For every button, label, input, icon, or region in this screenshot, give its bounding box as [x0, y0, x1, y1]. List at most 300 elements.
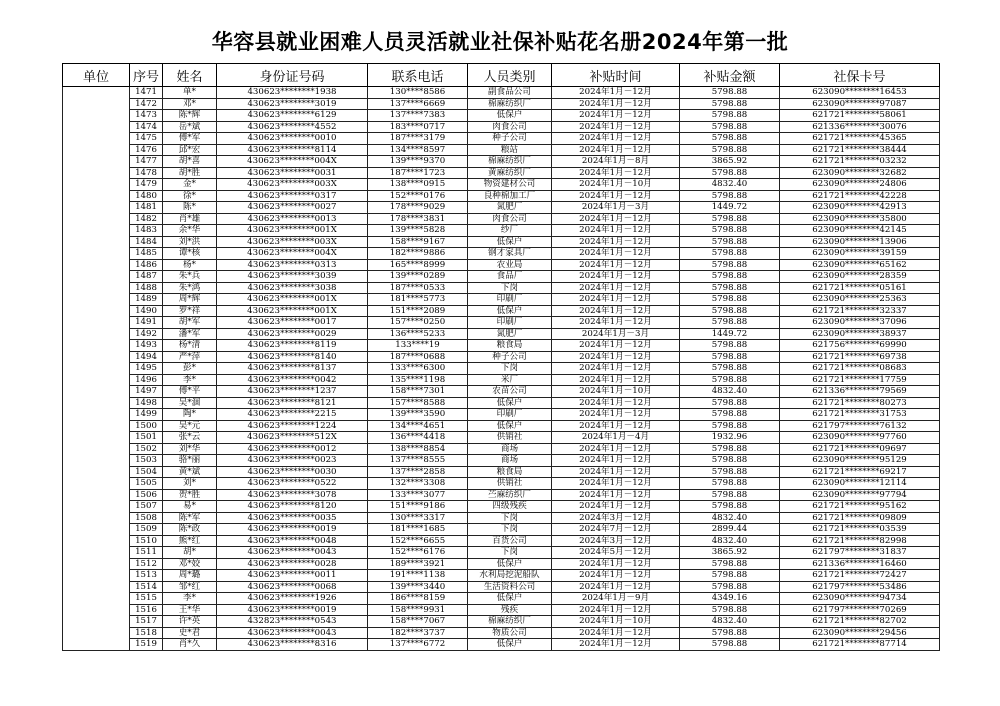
cell-period: 2024年1月－9月: [552, 593, 680, 605]
cell-amount: 5798.88: [680, 466, 780, 478]
cell-id-number: 430623********0013: [217, 213, 368, 225]
cell-phone: 139****5828: [368, 225, 468, 237]
cell-unit: [63, 167, 130, 179]
cell-seq: 1495: [130, 363, 163, 375]
cell-name: 谭*核: [163, 248, 217, 260]
cell-id-number: 430623********0042: [217, 374, 368, 386]
table-row: [63, 627, 940, 639]
table-row: [63, 409, 940, 421]
cell-seq: 1512: [130, 558, 163, 570]
cell-unit: [63, 501, 130, 513]
cell-amount: 5798.88: [680, 501, 780, 513]
cell-amount: 4832.40: [680, 179, 780, 191]
cell-name: 邓*姣: [163, 558, 217, 570]
cell-unit: [63, 558, 130, 570]
cell-period: 2024年1月－10月: [552, 179, 680, 191]
cell-phone: 158****9167: [368, 236, 468, 248]
cell-name: 王*华: [163, 604, 217, 616]
cell-category: 物资建材公司: [468, 179, 552, 191]
cell-card-number: 623090********39159: [780, 248, 940, 260]
cell-unit: [63, 213, 130, 225]
cell-amount: 5798.88: [680, 558, 780, 570]
cell-card-number: 623090********42145: [780, 225, 940, 237]
cell-period: 2024年1月－12月: [552, 259, 680, 271]
cell-period: 2024年1月－12月: [552, 167, 680, 179]
cell-name: 潘*军: [163, 328, 217, 340]
table-row: [63, 386, 940, 398]
cell-unit: [63, 225, 130, 237]
cell-seq: 1502: [130, 443, 163, 455]
cell-amount: 3865.92: [680, 156, 780, 168]
cell-card-number: 621756********69990: [780, 340, 940, 352]
cell-seq: 1486: [130, 259, 163, 271]
cell-name: 陈*军: [163, 512, 217, 524]
cell-period: 2024年1月－12月: [552, 489, 680, 501]
cell-name: 胡*喜: [163, 156, 217, 168]
cell-unit: [63, 351, 130, 363]
cell-category: 下岗: [468, 524, 552, 536]
cell-id-number: 430623********0028: [217, 558, 368, 570]
cell-card-number: 621721********03232: [780, 156, 940, 168]
cell-category: 种子公司: [468, 351, 552, 363]
cell-name: 邱*宏: [163, 144, 217, 156]
cell-phone: 139****3440: [368, 581, 468, 593]
cell-category: 钢才家具厂: [468, 248, 552, 260]
cell-phone: 139****3590: [368, 409, 468, 421]
cell-phone: 187****0533: [368, 282, 468, 294]
cell-card-number: 623090********25363: [780, 294, 940, 306]
header-amount: 补贴金额: [680, 64, 780, 87]
cell-seq: 1476: [130, 144, 163, 156]
cell-id-number: 432823********0543: [217, 616, 368, 628]
cell-id-number: 430623********0048: [217, 535, 368, 547]
cell-name: 肖*雄: [163, 213, 217, 225]
cell-seq: 1484: [130, 236, 163, 248]
cell-name: 胡*胜: [163, 167, 217, 179]
cell-amount: 5798.88: [680, 248, 780, 260]
cell-category: 供销社: [468, 478, 552, 490]
cell-unit: [63, 363, 130, 375]
cell-unit: [63, 432, 130, 444]
cell-name: 单*: [163, 87, 217, 99]
table-row: [63, 535, 940, 547]
cell-id-number: 430623********003X: [217, 179, 368, 191]
cell-name: 熊*红: [163, 535, 217, 547]
cell-card-number: 621721********05161: [780, 282, 940, 294]
cell-category: 肉食公司: [468, 121, 552, 133]
cell-unit: [63, 340, 130, 352]
cell-id-number: 430623********0027: [217, 202, 368, 214]
cell-category: 棉麻纺织厂: [468, 156, 552, 168]
cell-card-number: 621721********09809: [780, 512, 940, 524]
cell-card-number: 621721********95162: [780, 501, 940, 513]
cell-id-number: 430623********0012: [217, 443, 368, 455]
cell-category: 肉食公司: [468, 213, 552, 225]
cell-amount: 1449.72: [680, 202, 780, 214]
cell-name: 杨*清: [163, 340, 217, 352]
cell-unit: [63, 236, 130, 248]
cell-card-number: 623090********94734: [780, 593, 940, 605]
cell-card-number: 621721********38444: [780, 144, 940, 156]
cell-category: 粮食局: [468, 466, 552, 478]
cell-amount: 5798.88: [680, 374, 780, 386]
table-row: [63, 282, 940, 294]
cell-seq: 1503: [130, 455, 163, 467]
cell-unit: [63, 133, 130, 145]
cell-id-number: 430623********004X: [217, 248, 368, 260]
cell-phone: 181****1685: [368, 524, 468, 536]
table-row: [63, 121, 940, 133]
cell-amount: 4832.40: [680, 535, 780, 547]
cell-amount: 5798.88: [680, 110, 780, 122]
cell-id-number: 430623********0522: [217, 478, 368, 490]
cell-amount: 5798.88: [680, 259, 780, 271]
cell-phone: 134****8597: [368, 144, 468, 156]
table-row: [63, 167, 940, 179]
cell-category: 棉麻纺织厂: [468, 616, 552, 628]
cell-phone: 137****6669: [368, 98, 468, 110]
cell-unit: [63, 259, 130, 271]
cell-id-number: 430623********2215: [217, 409, 368, 421]
cell-id-number: 430623********1224: [217, 420, 368, 432]
cell-seq: 1471: [130, 87, 163, 99]
cell-period: 2024年1月－12月: [552, 466, 680, 478]
table-row: [63, 512, 940, 524]
cell-period: 2024年1月－12月: [552, 121, 680, 133]
cell-id-number: 430623********004X: [217, 156, 368, 168]
cell-phone: 181****5773: [368, 294, 468, 306]
cell-card-number: 623090********24806: [780, 179, 940, 191]
cell-card-number: 623090********65162: [780, 259, 940, 271]
cell-category: 种子公司: [468, 133, 552, 145]
table-row: [63, 317, 940, 329]
cell-seq: 1519: [130, 639, 163, 651]
cell-category: 纱厂: [468, 225, 552, 237]
cell-category: 下岗: [468, 282, 552, 294]
cell-period: 2024年1月－12月: [552, 558, 680, 570]
cell-card-number: 621721********80273: [780, 397, 940, 409]
cell-card-number: 623090********97087: [780, 98, 940, 110]
cell-card-number: 623090********16453: [780, 87, 940, 99]
cell-period: 2024年1月－12月: [552, 581, 680, 593]
header-category: 人员类别: [468, 64, 552, 87]
cell-seq: 1497: [130, 386, 163, 398]
cell-unit: [63, 524, 130, 536]
cell-period: 2024年1月－12月: [552, 317, 680, 329]
cell-category: 下岗: [468, 512, 552, 524]
cell-name: 余*华: [163, 225, 217, 237]
cell-amount: 3865.92: [680, 547, 780, 559]
cell-seq: 1516: [130, 604, 163, 616]
table-row: [63, 443, 940, 455]
cell-seq: 1496: [130, 374, 163, 386]
cell-unit: [63, 639, 130, 651]
table-row: [63, 305, 940, 317]
cell-period: 2024年1月－12月: [552, 363, 680, 375]
cell-amount: 5798.88: [680, 397, 780, 409]
cell-amount: 4832.40: [680, 616, 780, 628]
cell-id-number: 430623********8316: [217, 639, 368, 651]
cell-name: 傅*军: [163, 133, 217, 145]
cell-name: 胡*军: [163, 317, 217, 329]
cell-unit: [63, 420, 130, 432]
cell-unit: [63, 455, 130, 467]
cell-name: 罗*祥: [163, 305, 217, 317]
cell-card-number: 623090********97794: [780, 489, 940, 501]
header-seq: 序号: [130, 64, 163, 87]
table-row: [63, 110, 940, 122]
cell-name: 肖*久: [163, 639, 217, 651]
cell-phone: 189****3921: [368, 558, 468, 570]
cell-card-number: 621721********32337: [780, 305, 940, 317]
table-row: [63, 190, 940, 202]
cell-phone: 186****8159: [368, 593, 468, 605]
cell-seq: 1505: [130, 478, 163, 490]
cell-amount: 5798.88: [680, 489, 780, 501]
table-row: [63, 616, 940, 628]
cell-unit: [63, 282, 130, 294]
cell-category: 印刷厂: [468, 294, 552, 306]
cell-period: 2024年3月－12月: [552, 535, 680, 547]
cell-id-number: 430623********8114: [217, 144, 368, 156]
cell-amount: 5798.88: [680, 213, 780, 225]
cell-unit: [63, 110, 130, 122]
table-row: [63, 98, 940, 110]
cell-phone: 130****8586: [368, 87, 468, 99]
cell-name: 刘*洪: [163, 236, 217, 248]
cell-unit: [63, 478, 130, 490]
table-row: [63, 259, 940, 271]
cell-id-number: 430623********0313: [217, 259, 368, 271]
cell-period: 2024年1月－12月: [552, 98, 680, 110]
cell-seq: 1479: [130, 179, 163, 191]
cell-category: 低保户: [468, 397, 552, 409]
cell-card-number: 621336********16460: [780, 558, 940, 570]
cell-seq: 1477: [130, 156, 163, 168]
cell-period: 2024年1月－12月: [552, 455, 680, 467]
cell-phone: 187****3179: [368, 133, 468, 145]
cell-card-number: 621797********76132: [780, 420, 940, 432]
cell-amount: 4832.40: [680, 386, 780, 398]
cell-name: 黄*斌: [163, 466, 217, 478]
cell-card-number: 621721********69738: [780, 351, 940, 363]
cell-card-number: 621721********45365: [780, 133, 940, 145]
cell-name: 史*君: [163, 627, 217, 639]
cell-period: 2024年1月－12月: [552, 639, 680, 651]
cell-name: 傅*平: [163, 386, 217, 398]
cell-card-number: 623090********13906: [780, 236, 940, 248]
cell-category: 百货公司: [468, 535, 552, 547]
cell-phone: 137****8555: [368, 455, 468, 467]
cell-amount: 5798.88: [680, 639, 780, 651]
subsidy-roster-table: [62, 63, 940, 651]
header-id-number: 身份证号码: [217, 64, 368, 87]
table-row: [63, 248, 940, 260]
cell-phone: 191****1138: [368, 570, 468, 582]
table-row: [63, 604, 940, 616]
cell-name: 吴*涸: [163, 397, 217, 409]
table-row: [63, 466, 940, 478]
cell-seq: 1501: [130, 432, 163, 444]
table-row: [63, 397, 940, 409]
cell-card-number: 623090********97760: [780, 432, 940, 444]
table-row: [63, 271, 940, 283]
cell-category: 低保户: [468, 420, 552, 432]
cell-category: 水利局挖泥船队: [468, 570, 552, 582]
cell-amount: 5798.88: [680, 236, 780, 248]
cell-amount: 5798.88: [680, 604, 780, 616]
cell-seq: 1480: [130, 190, 163, 202]
cell-card-number: 623090********29456: [780, 627, 940, 639]
cell-id-number: 430623********1237: [217, 386, 368, 398]
cell-phone: 152****0176: [368, 190, 468, 202]
cell-amount: 5798.88: [680, 98, 780, 110]
cell-category: 供销社: [468, 432, 552, 444]
cell-seq: 1504: [130, 466, 163, 478]
cell-phone: 133****3077: [368, 489, 468, 501]
cell-unit: [63, 627, 130, 639]
cell-phone: 158****7067: [368, 616, 468, 628]
cell-category: 米厂: [468, 374, 552, 386]
cell-card-number: 621336********79569: [780, 386, 940, 398]
cell-period: 2024年1月－3月: [552, 328, 680, 340]
cell-seq: 1517: [130, 616, 163, 628]
cell-phone: 182****3737: [368, 627, 468, 639]
cell-period: 2024年7月－12月: [552, 524, 680, 536]
cell-name: 陈*辉: [163, 110, 217, 122]
cell-seq: 1511: [130, 547, 163, 559]
cell-category: 低保户: [468, 236, 552, 248]
cell-name: 邹*红: [163, 581, 217, 593]
cell-period: 2024年1月－12月: [552, 133, 680, 145]
table-row: [63, 156, 940, 168]
table-row: [63, 87, 940, 99]
cell-card-number: 621721********09697: [780, 443, 940, 455]
cell-amount: 5798.88: [680, 478, 780, 490]
cell-category: 下岗: [468, 547, 552, 559]
cell-category: 下岗: [468, 363, 552, 375]
cell-seq: 1500: [130, 420, 163, 432]
cell-period: 2024年1月－12月: [552, 110, 680, 122]
cell-seq: 1481: [130, 202, 163, 214]
cell-seq: 1488: [130, 282, 163, 294]
table-row: [63, 294, 940, 306]
cell-name: 张*云: [163, 432, 217, 444]
table-row: [63, 225, 940, 237]
cell-period: 2024年1月－12月: [552, 248, 680, 260]
cell-category: 黄麻纺织厂: [468, 167, 552, 179]
cell-category: 农苗公司: [468, 386, 552, 398]
cell-seq: 1489: [130, 294, 163, 306]
cell-id-number: 430623********0035: [217, 512, 368, 524]
cell-phone: 158****9931: [368, 604, 468, 616]
cell-name: 岳*斌: [163, 121, 217, 133]
table-row: [63, 236, 940, 248]
cell-phone: 157****8588: [368, 397, 468, 409]
cell-amount: 5798.88: [680, 570, 780, 582]
cell-category: 残疾: [468, 604, 552, 616]
cell-card-number: 621797********53486: [780, 581, 940, 593]
cell-name: 陶*: [163, 409, 217, 421]
cell-amount: 5798.88: [680, 420, 780, 432]
cell-unit: [63, 535, 130, 547]
table-row: [63, 133, 940, 145]
cell-id-number: 430623********0317: [217, 190, 368, 202]
cell-amount: 2899.44: [680, 524, 780, 536]
cell-period: 2024年1月－12月: [552, 236, 680, 248]
cell-phone: 138****8854: [368, 443, 468, 455]
cell-unit: [63, 156, 130, 168]
table-row: [63, 581, 940, 593]
document-title: 华容县就业困难人员灵活就业社保补贴花名册2024年第一批: [211, 30, 789, 54]
cell-period: 2024年1月－3月: [552, 202, 680, 214]
cell-card-number: 621721********31753: [780, 409, 940, 421]
cell-unit: [63, 328, 130, 340]
cell-seq: 1473: [130, 110, 163, 122]
cell-name: 骆*丽: [163, 455, 217, 467]
cell-id-number: 430623********0043: [217, 627, 368, 639]
cell-phone: 130****3317: [368, 512, 468, 524]
cell-category: 生活资料公司: [468, 581, 552, 593]
table-row: [63, 144, 940, 156]
cell-category: 副食品公司: [468, 87, 552, 99]
cell-id-number: 430623********001X: [217, 294, 368, 306]
table-row: [63, 351, 940, 363]
cell-unit: [63, 386, 130, 398]
cell-amount: 1449.72: [680, 328, 780, 340]
cell-period: 2024年1月－10月: [552, 616, 680, 628]
cell-card-number: 621721********87714: [780, 639, 940, 651]
cell-period: 2024年1月－12月: [552, 409, 680, 421]
table-row: [63, 501, 940, 513]
cell-name: 杨*: [163, 259, 217, 271]
cell-unit: [63, 121, 130, 133]
cell-seq: 1498: [130, 397, 163, 409]
cell-unit: [63, 443, 130, 455]
cell-card-number: 621721********72427: [780, 570, 940, 582]
cell-unit: [63, 397, 130, 409]
cell-id-number: 430623********0043: [217, 547, 368, 559]
cell-card-number: 623090********95129: [780, 455, 940, 467]
cell-name: 陈*政: [163, 524, 217, 536]
cell-category: 印刷厂: [468, 317, 552, 329]
header-unit: 单位: [63, 64, 130, 87]
cell-category: 食品厂: [468, 271, 552, 283]
cell-amount: 5798.88: [680, 87, 780, 99]
table-header-row: [63, 64, 940, 87]
table-row: [63, 593, 940, 605]
cell-unit: [63, 179, 130, 191]
cell-name: 金*: [163, 179, 217, 191]
cell-phone: 137****6772: [368, 639, 468, 651]
cell-period: 2024年1月－4月: [552, 432, 680, 444]
cell-name: 陈*: [163, 202, 217, 214]
cell-period: 2024年3月－12月: [552, 512, 680, 524]
cell-amount: 5798.88: [680, 305, 780, 317]
cell-period: 2024年1月－12月: [552, 282, 680, 294]
cell-name: 李*: [163, 593, 217, 605]
cell-category: 印刷厂: [468, 409, 552, 421]
cell-amount: 5798.88: [680, 144, 780, 156]
cell-id-number: 430623********0029: [217, 328, 368, 340]
cell-phone: 187****0688: [368, 351, 468, 363]
cell-name: 刘*: [163, 478, 217, 490]
cell-seq: 1483: [130, 225, 163, 237]
cell-card-number: 623090********37096: [780, 317, 940, 329]
table-row: [63, 179, 940, 191]
cell-phone: 138****0915: [368, 179, 468, 191]
cell-name: 邓*: [163, 98, 217, 110]
